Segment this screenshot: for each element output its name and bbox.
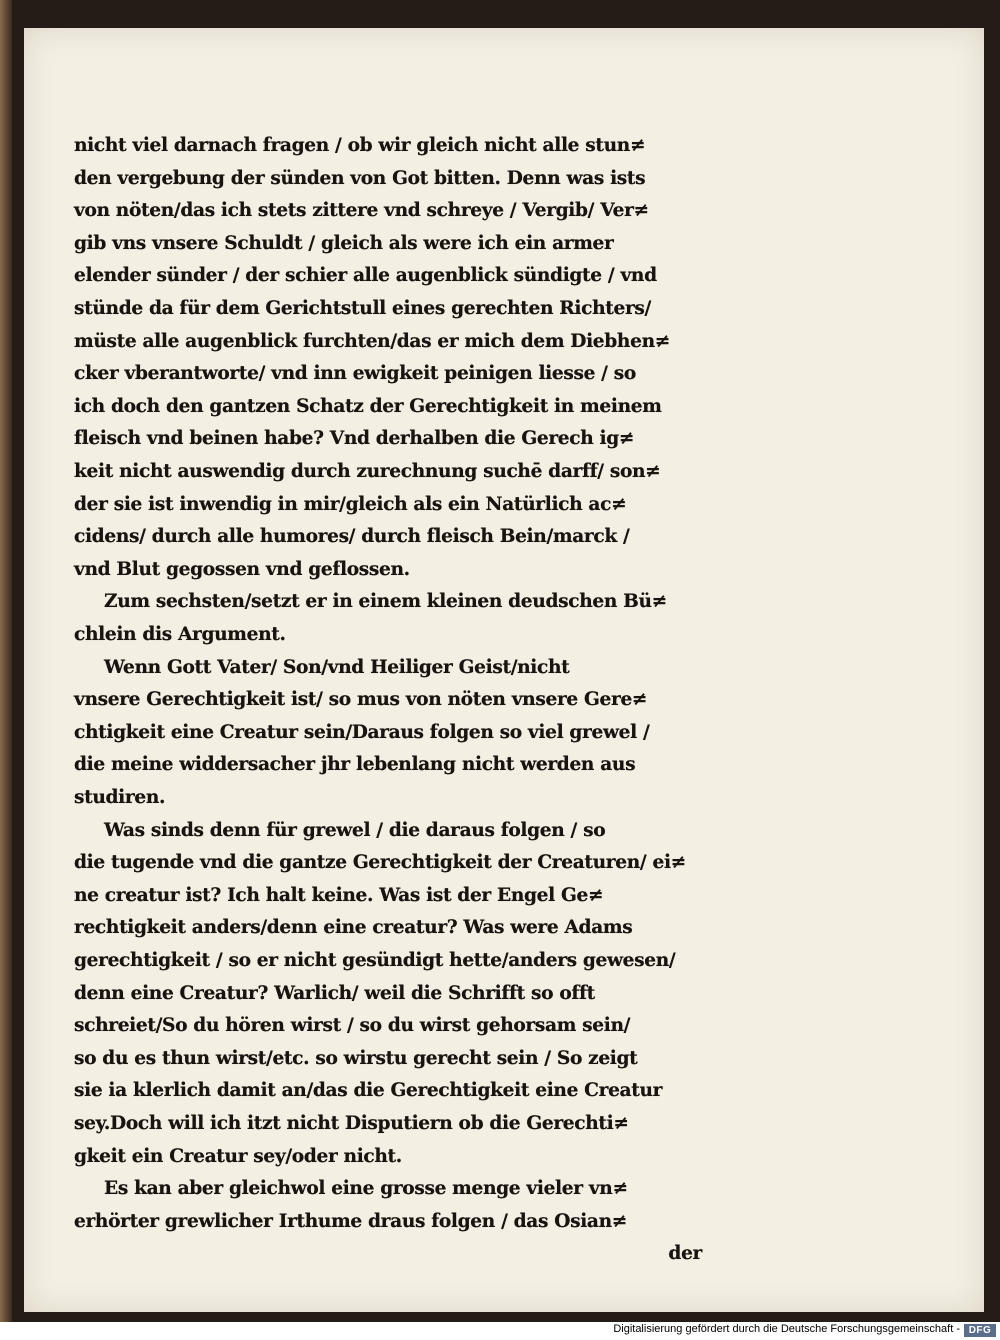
text-line: keit nicht auswendig durch zurechnung suchē darff/ son≠ xyxy=(74,461,661,482)
text-line: ich doch den gantzen Schatz der Gerechtigkeit in meinem xyxy=(74,396,662,417)
text-line: rechtigkeit anders/denn eine creatur? Was were Adams xyxy=(74,917,633,938)
text-line: vnsere Gerechtigkeit ist/ so mus von nöten vnsere Gere≠ xyxy=(74,689,648,710)
text-line: Es kan aber gleichwol eine grosse menge vieler vn≠ xyxy=(104,1178,628,1199)
text-line: die meine widdersacher jhr lebenlang nicht werden aus xyxy=(74,754,636,775)
text-line: sey.Doch will ich itzt nicht Disputiern ob die Gerechti≠ xyxy=(74,1113,629,1134)
text-line: ne creatur ist? Ich halt keine. Was ist der Engel Ge≠ xyxy=(74,885,604,906)
text-line: vnd Blut gegossen vnd geflossen. xyxy=(74,559,410,580)
text-line: gkeit ein Creatur sey/oder nicht. xyxy=(74,1146,402,1167)
text-line: von nöten/das ich stets zittere vnd schreye / Vergib/ Ver≠ xyxy=(74,200,649,221)
text-line: erhörter grewlicher Irthume draus folgen / das Osian≠ xyxy=(74,1211,627,1232)
text-line: elender sünder / der schier alle augenblick sündigte / vnd xyxy=(74,265,657,286)
text-line: fleisch vnd beinen habe? Vnd derhalben die Gerech ig≠ xyxy=(74,428,635,449)
text-line: denn eine Creatur? Warlich/ weil die Schrifft so offt xyxy=(74,983,595,1004)
funding-note: Digitalisierung gefördert durch die Deutsche Forschungsgemeinschaft - xyxy=(613,1323,960,1335)
text-line: cidens/ durch alle humores/ durch fleisch Bein/marck / xyxy=(74,526,630,547)
text-line: nicht viel darnach fragen / ob wir gleich nicht alle stun≠ xyxy=(74,135,646,156)
text-line: so du es thun wirst/etc. so wirstu gerecht sein / So zeigt xyxy=(74,1048,638,1069)
catchword: der xyxy=(668,1243,702,1264)
text-line: studiren. xyxy=(74,787,166,808)
text-line: Zum sechsten/setzt er in einem kleinen deudschen Bü≠ xyxy=(104,591,667,612)
text-line: den vergebung der sünden von Got bitten. Denn was ists xyxy=(74,168,646,189)
text-line: der sie ist inwendig in mir/gleich als ein Natürlich ac≠ xyxy=(74,494,627,515)
text-line: schreiet/So du hören wirst / so du wirst gehorsam sein/ xyxy=(74,1015,631,1036)
text-line: sie ia klerlich damit an/das die Gerechtigkeit eine Creatur xyxy=(74,1080,663,1101)
text-line: chtigkeit eine Creatur sein/Daraus folgen so viel grewel / xyxy=(74,722,650,743)
text-line: gerechtigkeit / so er nicht gesündigt hette/anders gewesen/ xyxy=(74,950,676,971)
text-line: Wenn Gott Vater/ Son/vnd Heiliger Geist/nicht xyxy=(104,657,570,678)
text-line: die tugende vnd die gantze Gerechtigkeit der Creaturen/ ei≠ xyxy=(74,852,686,873)
text-line: müste alle augenblick furchten/das er mich dem Diebhen≠ xyxy=(74,331,670,352)
text-line: cker vberantworte/ vnd inn ewigkeit peinigen liesse / so xyxy=(74,363,636,384)
footer-bar xyxy=(0,1322,1000,1340)
text-line: Was sinds denn für grewel / die daraus folgen / so xyxy=(104,820,606,841)
book-edge xyxy=(0,0,12,1322)
text-line: gib vns vnsere Schuldt / gleich als were ich ein armer xyxy=(74,233,614,254)
text-line: chlein dis Argument. xyxy=(74,624,286,645)
dfg-logo: DFG xyxy=(964,1324,996,1337)
text-line: stünde da für dem Gerichtstull eines gerechten Richters/ xyxy=(74,298,651,319)
